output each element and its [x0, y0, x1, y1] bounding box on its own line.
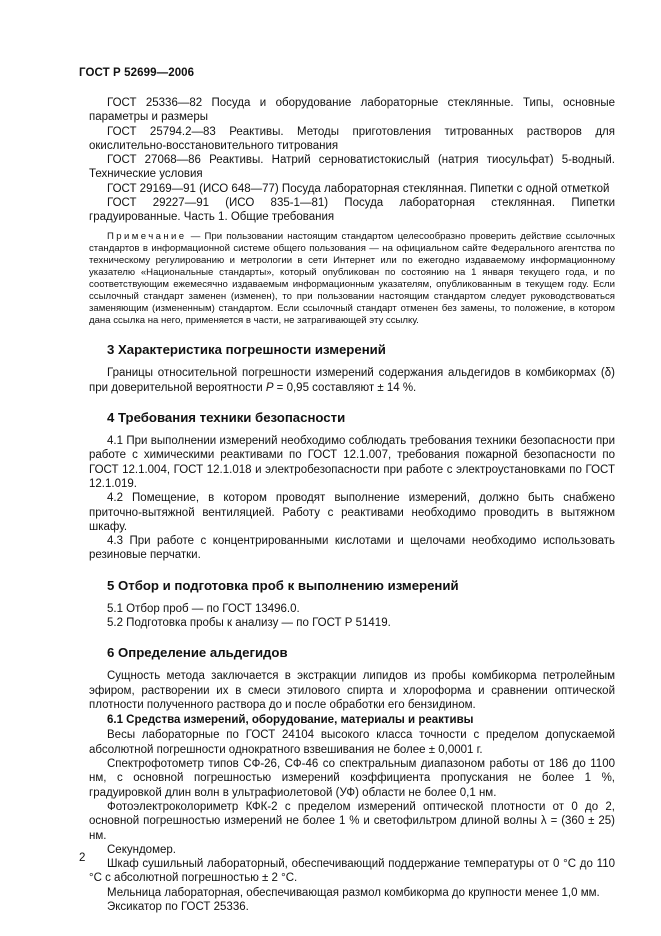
section-4-item: 4.2 Помещение, в котором проводят выполнение измерений, должно быть снабжено приточно-вытяжной вентиляцией. Работу с реактивами необходимо проводить в вытяжном шкафу. — [89, 492, 615, 533]
note-paragraph — [89, 231, 615, 328]
section-3-title: 3 Характеристика погрешности измерений — [107, 342, 386, 358]
probability-variable: P — [265, 381, 274, 394]
section-3-paragraph: Границы относительной погрешности измерений содержания альдегидов в комбикормах (δ) при доверительной вероятности P = 0,95 составляют ± 14 %. — [89, 367, 615, 394]
equipment-item: Эксикатор по ГОСТ 25336. — [107, 901, 249, 914]
section-6-intro: Сущность метода заключается в экстракции липидов из пробы комбикорма петролейным эфиром, растворении их в смеси этилового спирта и хлороформа и сравнении оптической плотности полученного раствора до и после обработки его бензидином. — [89, 670, 615, 711]
section-5-title: 5 Отбор и подготовка проб к выполнению измерений — [107, 577, 459, 593]
equipment-item: Спектрофотометр типов СФ-26, СФ-46 со спектральным диапазоном работы от 186 до 1100 нм, с основной погрешностью измерений коэффициента пропускания не более 1 %, градуировкой длин волн в ультрафиолетовой (УФ) области не более 0,1 нм. — [89, 758, 615, 799]
page-content — [89, 96, 615, 914]
equipment-item: Весы лабораторные по ГОСТ 24104 высокого класса точности с пределом допускаемой абсолютной погрешности однократного взвешивания не более ± 0,0001 г. — [89, 729, 615, 756]
subsection-6-1-title: 6.1 Средства измерений, оборудование, материалы и реактивы — [107, 714, 474, 727]
document-header: ГОСТ Р 52699—2006 — [79, 67, 195, 79]
section-4-title: 4 Требования техники безопасности — [107, 410, 346, 426]
equipment-item: Мельница лабораторная, обеспечивающая размол комбикорма до крупности менее 1,0 мм. — [107, 886, 600, 899]
equipment-item: Фотоэлектроколориметр КФК-2 с пределом измерений оптической плотности от 0 до 2, основной погрешностью измерений не более 1 % и светофильтром длиной волны λ = (360 ± 25) нм. — [89, 800, 615, 842]
ref-item: ГОСТ 29227—91 (ИСО 835-1—81) Посуда лабораторная стеклянная. Пипетки градуированные. Часть 1. Общие требования — [89, 197, 615, 224]
ref-item: ГОСТ 25794.2—83 Реактивы. Методы приготовления титрованных растворов для окислительно-восстановительного титрования — [89, 125, 615, 152]
ref-item: ГОСТ 27068—86 Реактивы. Натрий серноватистокислый (натрия тиосульфат) 5-водный. Технические условия — [89, 154, 615, 181]
equipment-item: Секундомер. — [107, 843, 176, 856]
section-5-item: 5.1 Отбор проб — по ГОСТ 13496.0. — [107, 602, 300, 615]
ref-item: ГОСТ 29169—91 (ИСО 648—77) Посуда лабораторная стеклянная. Пипетки с одной отметкой — [107, 182, 610, 195]
section-4-item: 4.3 При работе с концентрированными кислотами и щелочами необходимо использовать резиновые перчатки. — [89, 535, 615, 562]
ref-item: ГОСТ 25336—82 Посуда и оборудование лабораторные стеклянные. Типы, основные параметры и размеры — [89, 97, 615, 124]
section-6-title: 6 Определение альдегидов — [107, 645, 288, 661]
section-4-item: 4.1 При выполнении измерений необходимо соблюдать требования техники безопасности при работе с химическими реактивами по ГОСТ 12.1.007, требования пожарной безопасности по ГОСТ 12.1.004, ГОСТ 12.1.018 и электробезопасности при работе с электроустановками по ГОСТ 12.1.019. — [89, 435, 615, 490]
section-5-item: 5.2 Подготовка пробы к анализу — по ГОСТ Р 51419. — [107, 616, 391, 629]
page-number: 2 — [79, 852, 86, 864]
note-text: — При пользовании настоящим стандартом целесообразно проверить действие ссылочных стандартов в информационной системе общего пользования — на официальном сайте Федерального агентства по техническому регулированию и метрологии в сети Интернет или по ежегодно издаваемому информационному указателю «Национальные стандарты», который опубликован по состоянию на 1 января текущего года, и по соответствующим ежемесячно издаваемым информационным указателям, опубликованным в текущем году. Если ссылочный стандарт заменен (изменен), то при пользовании настоящим стандартом следует руководствоваться заменяющим (измененным) стандартом. Если ссылочный стандарт отменен без замены, то положение, в котором дана ссылка на него, применяется в части, не затрагивающей эту ссылку. — [89, 230, 616, 327]
note-label: Примечание — [107, 230, 187, 242]
equipment-item: Шкаф сушильный лабораторный, обеспечивающий поддержание температуры от 0 °С до 110 °С с абсолютной погрешностью ± 2 °С. — [89, 858, 615, 885]
